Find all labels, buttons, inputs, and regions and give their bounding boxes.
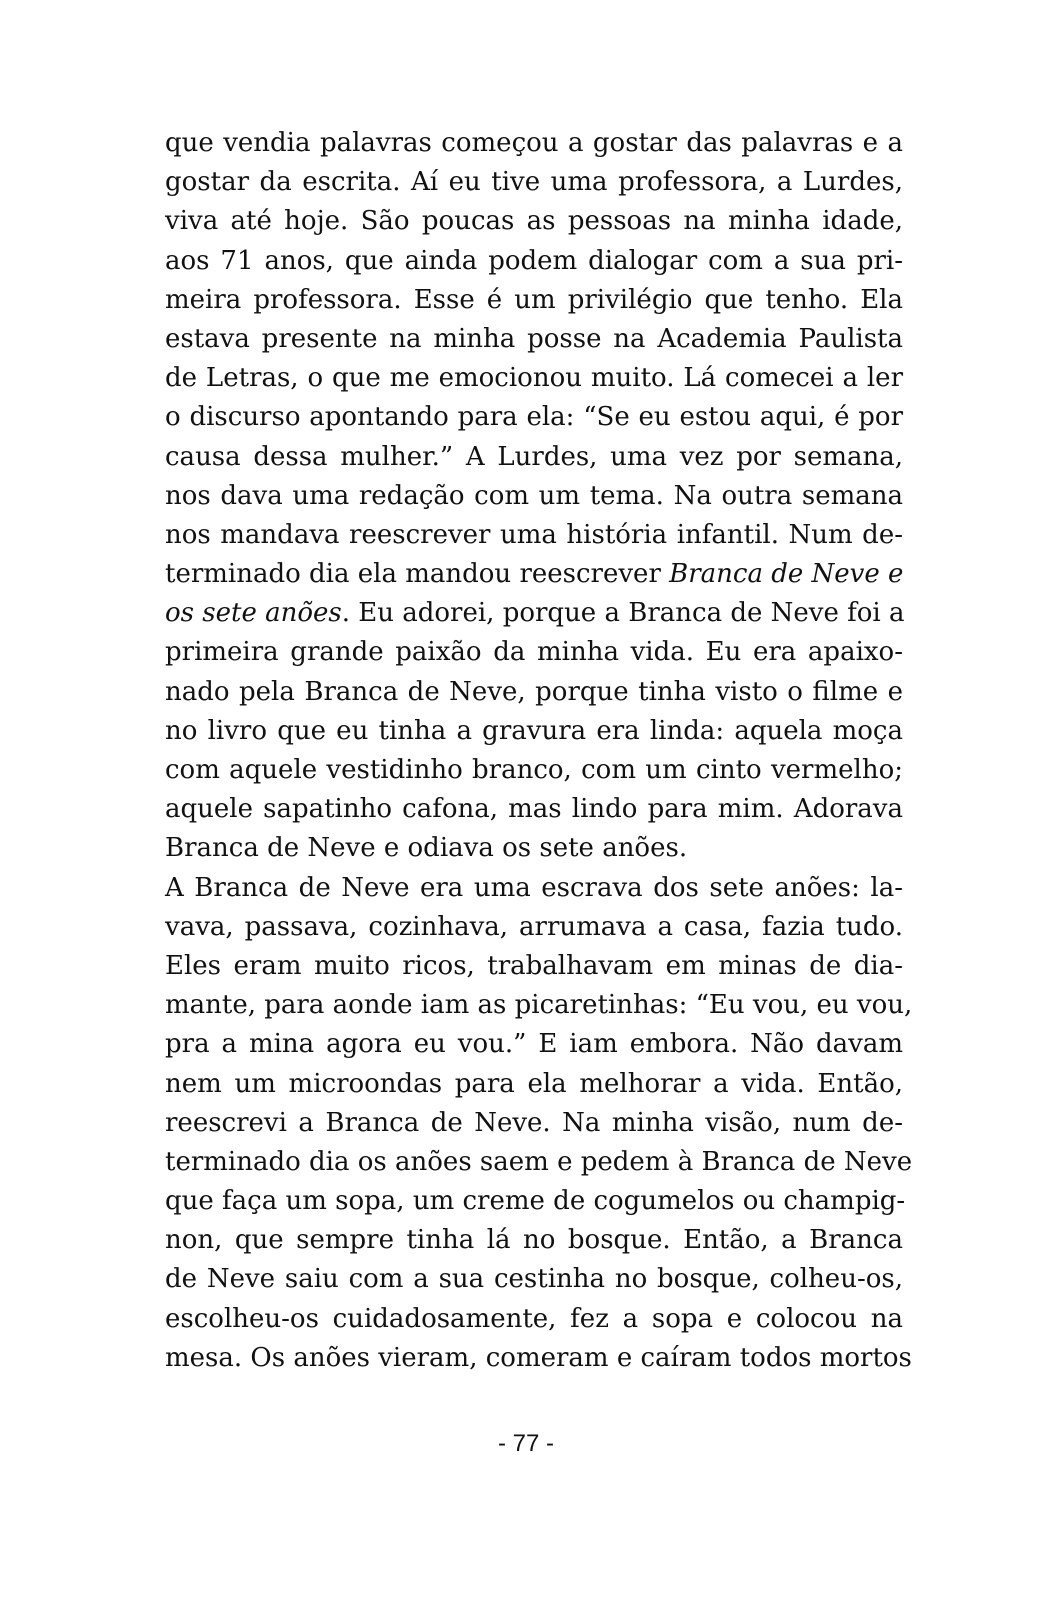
text-line: aos 71 anos, que ainda podem dialogar com a sua pri- [165, 245, 903, 276]
text-line: que faça um sopa, um creme de cogumelos ou champig- [165, 1186, 906, 1217]
text-line: que vendia palavras começou a gostar das palavras e a [165, 128, 903, 158]
text-line [165, 594, 903, 633]
text-line: escolheu-os cuidadosamente, fez a sopa e colocou na [165, 1303, 903, 1334]
text-line: Eles eram muito ricos, trabalhavam em minas de dia- [165, 950, 903, 981]
text-line [165, 555, 903, 594]
body-text [165, 124, 913, 1378]
text-line: Branca de Neve e odiava os sete anões. [165, 833, 688, 864]
text-line: o discurso apontando para ela: “Se eu estou aqui, é por [165, 402, 903, 433]
text-line: mesa. Os anões vieram, comeram e caíram todos mortos [165, 1342, 912, 1373]
book-title-italic: os sete anões [165, 598, 342, 629]
text-line: nos dava uma redação com um tema. Na outra semana [165, 480, 903, 511]
text-line: vava, passava, cozinhava, arrumava a casa, fazia tudo. [165, 911, 903, 942]
text-line: A Branca de Neve era uma escrava dos sete anões: la- [165, 872, 903, 903]
text-line: terminado dia os anões saem e pedem à Branca de Neve [165, 1146, 913, 1177]
text-line: pra a mina agora eu vou.” E iam embora. Não davam [165, 1029, 903, 1060]
text-line: primeira grande paixão da minha vida. Eu era apaixo- [165, 637, 903, 668]
text-line: estava presente na minha posse na Academia Paulista [165, 323, 903, 354]
text-segment: . Eu adorei, porque a Branca de Neve foi a [341, 598, 905, 629]
text-line: nos mandava reescrever uma história infantil. Num de- [165, 519, 903, 550]
text-line: causa dessa mulher.” A Lurdes, uma vez por semana, [165, 441, 903, 472]
page-number: - 77 - [497, 1430, 554, 1457]
text-line: mante, para aonde iam as picaretinhas: “Eu vou, eu vou, [165, 990, 913, 1021]
text-line: no livro que eu tinha a gravura era linda: aquela moça [165, 715, 903, 746]
text-line: com aquele vestidinho branco, com um cinto vermelho; [165, 755, 903, 785]
book-title-italic: Branca de Neve e [669, 559, 904, 590]
text-line: gostar da escrita. Aí eu tive uma professora, a Lurdes, [165, 167, 903, 198]
text-line: nem um microondas para ela melhorar a vida. Então, [165, 1068, 903, 1099]
text-segment: terminado dia ela mandou reescrever [165, 559, 670, 590]
text-line: de Neve saiu com a sua cestinha no bosque, colheu-os, [165, 1264, 903, 1295]
text-line: reescrevi a Branca de Neve. Na minha visão, num de- [165, 1107, 903, 1138]
text-line: aquele sapatinho cafona, mas lindo para mim. Adorava [165, 794, 903, 825]
text-line: viva até hoje. São poucas as pessoas na minha idade, [165, 206, 903, 237]
text-line: de Letras, o que me emocionou muito. Lá comecei a ler [165, 363, 903, 394]
text-line: nado pela Branca de Neve, porque tinha visto o filme e [165, 676, 903, 707]
text-line: meira professora. Esse é um privilégio que tenho. Ela [165, 284, 903, 315]
text-line: non, que sempre tinha lá no bosque. Então, a Branca [165, 1225, 903, 1256]
